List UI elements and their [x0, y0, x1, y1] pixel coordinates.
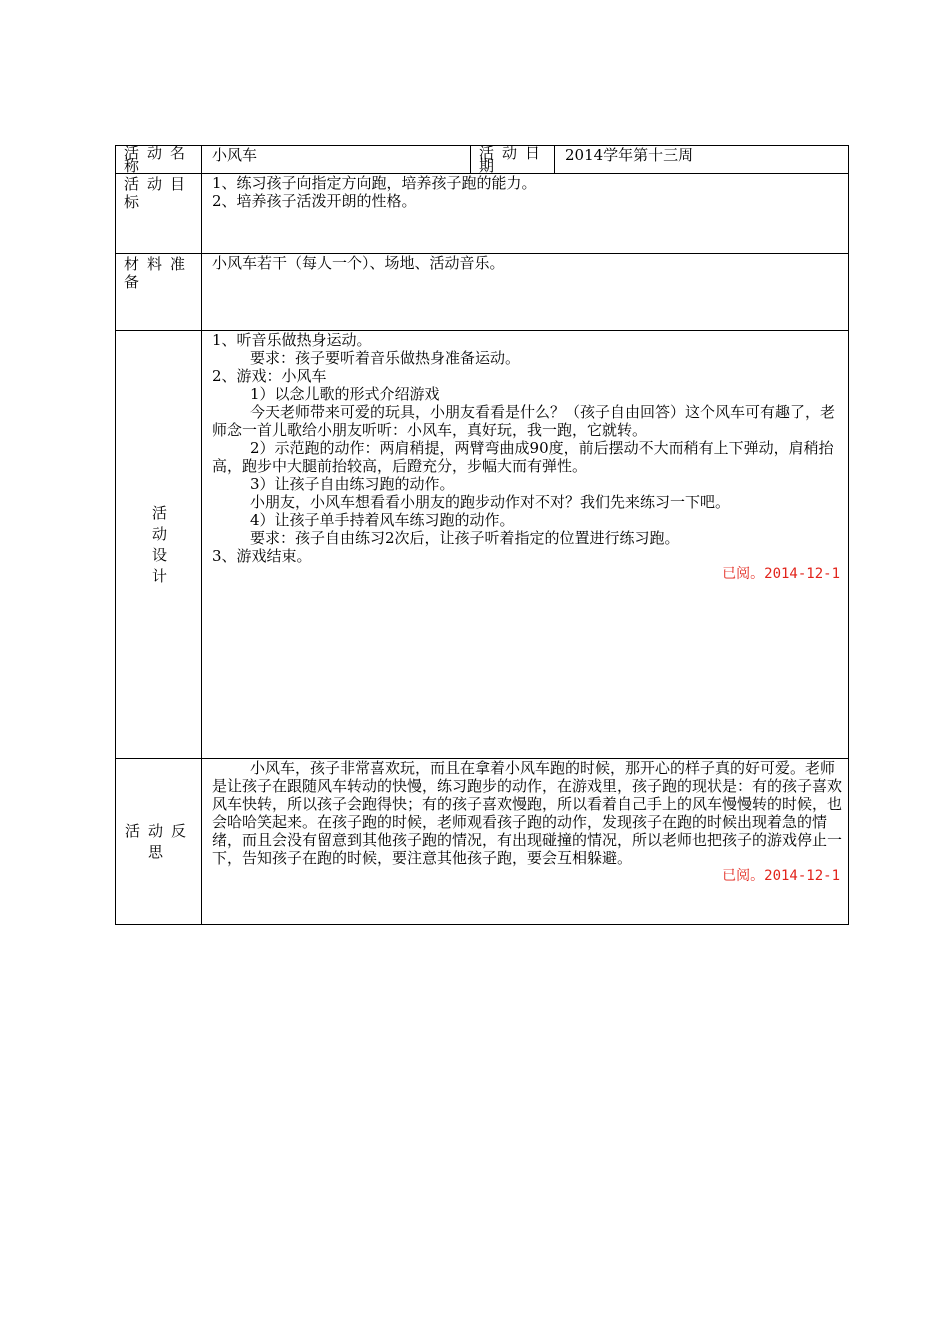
design-label-char: 计 [151, 567, 167, 585]
activity-name-label: 活动名称 [116, 146, 202, 174]
activity-goal-label: 活动目标 [116, 174, 202, 254]
design-review-stamp: 已阅。2014-12-1 [722, 566, 840, 582]
materials-text: 小风车若干（每人一个）、场地、活动音乐。 [212, 254, 505, 272]
design-label-char: 活 [151, 504, 167, 522]
design-label-char: 动 [151, 525, 167, 543]
activity-reflection-label: 活动反思 [116, 759, 202, 925]
reflection-review-stamp: 已阅。2014-12-1 [722, 868, 840, 884]
row-activity-reflection [116, 759, 849, 925]
design-paragraph: 今天老师带来可爱的玩具，小朋友看看是什么？（孩子自由回答）这个风车可有趣了，老师念一首儿歌给小朋友听听：小风车，真好玩，我一跑，它就转。 [212, 403, 836, 439]
design-paragraph: 4）让孩子单手持着风车练习跑的动作。 [250, 511, 515, 529]
design-paragraph: 要求：孩子要听着音乐做热身准备运动。 [250, 349, 521, 367]
design-label-char: 设 [151, 546, 167, 564]
activity-reflection-content [202, 759, 849, 925]
goal-line-2: 2、培养孩子活泼开朗的性格。 [212, 192, 417, 210]
row-materials [116, 254, 849, 331]
activity-design-content [202, 331, 849, 759]
design-paragraph: 2、游戏：小风车 [212, 367, 327, 385]
activity-date-label: 活动日期 [471, 146, 555, 174]
goal-line-1: 1、练习孩子向指定方向跑，培养孩子跑的能力。 [212, 174, 537, 192]
activity-name-value: 小风车 [202, 146, 471, 174]
design-paragraph: 1、听音乐做热身运动。 [212, 331, 372, 349]
activity-plan-table [115, 145, 849, 925]
materials-content [202, 254, 849, 331]
design-paragraph: 2）示范跑的动作：两肩稍提，两臂弯曲成90度，前后摆动不大而稍有上下弹动，肩稍抬高，跑步中大腿前抬较高，后蹬充分，步幅大而有弹性。 [212, 439, 834, 475]
activity-design-label [116, 331, 202, 759]
design-paragraph: 3）让孩子自由练习跑的动作。 [250, 475, 455, 493]
design-paragraph: 1）以念儿歌的形式介绍游戏 [250, 385, 440, 403]
design-paragraph: 小朋友，小风车想看看小朋友的跑步动作对不对？我们先来练习一下吧。 [250, 493, 731, 511]
row-activity-name [116, 146, 849, 174]
activity-date-value: 2014学年第十三周 [555, 146, 849, 174]
reflection-text: 小风车，孩子非常喜欢玩，而且在拿着小风车跑的时候，那开心的样子真的好可爱。老师是让孩子在跟随风车转动的快慢，练习跑步的动作，在游戏里，孩子跑的现状是：有的孩子喜欢风车快转，所以孩子会跑得快；有的孩子喜欢慢跑，所以看着自己手上的风车慢慢转的时候，也会哈哈笑起来。在孩子跑的时候，老师观看孩子跑的动作，发现孩子在跑的时候出现着急的情绪，而且会没有留意到其他孩子跑的情况，有出现碰撞的情况，所以老师也把孩子的游戏停止一下，告知孩子在跑的时候，要注意其他孩子跑，要会互相躲避。 [212, 759, 843, 867]
materials-label: 材料准备 [116, 254, 202, 331]
design-paragraph: 3、游戏结束。 [212, 547, 312, 565]
row-activity-goal [116, 174, 849, 254]
design-paragraph: 要求：孩子自由练习2次后，让孩子听着指定的位置进行练习跑。 [250, 529, 680, 547]
row-activity-design [116, 331, 849, 759]
activity-goal-content [202, 174, 849, 254]
